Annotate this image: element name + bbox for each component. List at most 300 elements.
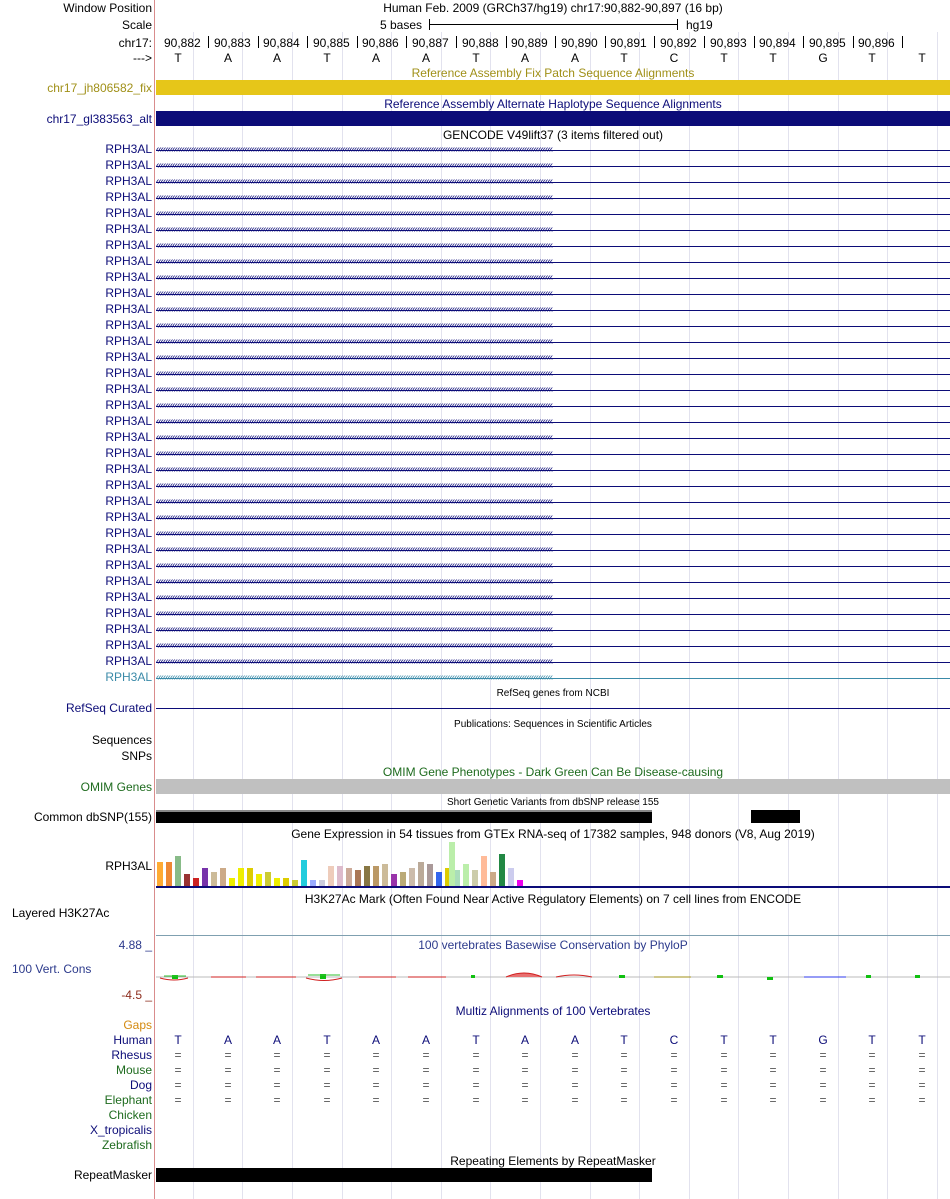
- gencode-transcript[interactable]: [156, 526, 950, 542]
- gtex-baseline: [156, 886, 950, 888]
- gencode-transcript[interactable]: [156, 654, 950, 670]
- strand-arrows: ‹‹‹‹‹‹‹‹‹‹‹‹‹‹‹‹‹‹‹‹‹‹‹‹‹‹‹‹‹‹‹‹‹‹‹‹‹‹‹‹‹‹‹‹‹‹‹‹‹‹‹‹‹‹‹‹‹‹‹‹‹‹‹‹‹‹‹‹‹‹‹‹‹‹‹‹‹‹‹‹‹‹‹‹‹‹‹‹‹‹‹‹‹‹‹‹‹‹‹‹‹‹‹‹‹‹‹‹‹‹‹‹‹‹‹‹‹‹‹‹‹‹‹‹‹‹‹‹‹‹‹‹‹‹‹‹‹‹‹‹‹‹‹‹‹‹‹‹‹‹‹‹‹‹‹‹‹‹‹‹‹‹‹‹‹‹‹‹‹‹: [156, 208, 553, 219]
- multiz-match-mark: =: [422, 1048, 430, 1062]
- gtex-tissue-bar[interactable]: [274, 878, 280, 886]
- h3k27ac-label[interactable]: Layered H3K27Ac: [12, 906, 110, 920]
- multiz-human-base: A: [570, 1033, 579, 1047]
- base-letter: A: [570, 51, 579, 65]
- gencode-transcript[interactable]: [156, 206, 950, 222]
- refseq-line[interactable]: [156, 708, 950, 709]
- gencode-transcript[interactable]: [156, 254, 950, 270]
- gencode-gene-label[interactable]: RPH3AL: [105, 494, 152, 508]
- gencode-transcript[interactable]: [156, 382, 950, 398]
- strand-arrows: ‹‹‹‹‹‹‹‹‹‹‹‹‹‹‹‹‹‹‹‹‹‹‹‹‹‹‹‹‹‹‹‹‹‹‹‹‹‹‹‹‹‹‹‹‹‹‹‹‹‹‹‹‹‹‹‹‹‹‹‹‹‹‹‹‹‹‹‹‹‹‹‹‹‹‹‹‹‹‹‹‹‹‹‹‹‹‹‹‹‹‹‹‹‹‹‹‹‹‹‹‹‹‹‹‹‹‹‹‹‹‹‹‹‹‹‹‹‹‹‹‹‹‹‹‹‹‹‹‹‹‹‹‹‹‹‹‹‹‹‹‹‹‹‹‹‹‹‹‹‹‹‹‹‹‹‹‹‹‹‹‹‹‹‹‹‹‹‹‹‹: [156, 464, 553, 475]
- multiz-species-label[interactable]: Chicken: [108, 1108, 152, 1122]
- scale-db: hg19: [686, 18, 713, 32]
- gtex-tissue-bar[interactable]: [175, 856, 181, 886]
- ruler-position: 90,896: [858, 36, 895, 50]
- gencode-gene-label[interactable]: RPH3AL: [105, 606, 152, 620]
- alt-haplo-label[interactable]: chr17_gl383563_alt: [46, 112, 152, 126]
- gencode-gene-label[interactable]: RPH3AL: [105, 174, 152, 188]
- phylop-max: 4.88 _: [118, 938, 152, 952]
- gtex-tissue-bar[interactable]: [184, 874, 190, 886]
- gtex-tissue-bar[interactable]: [238, 868, 244, 886]
- phylop-title[interactable]: 100 vertebrates Basewise Conservation by PhyloP: [418, 938, 688, 952]
- strand-arrows: ‹‹‹‹‹‹‹‹‹‹‹‹‹‹‹‹‹‹‹‹‹‹‹‹‹‹‹‹‹‹‹‹‹‹‹‹‹‹‹‹‹‹‹‹‹‹‹‹‹‹‹‹‹‹‹‹‹‹‹‹‹‹‹‹‹‹‹‹‹‹‹‹‹‹‹‹‹‹‹‹‹‹‹‹‹‹‹‹‹‹‹‹‹‹‹‹‹‹‹‹‹‹‹‹‹‹‹‹‹‹‹‹‹‹‹‹‹‹‹‹‹‹‹‹‹‹‹‹‹‹‹‹‹‹‹‹‹‹‹‹‹‹‹‹‹‹‹‹‹‹‹‹‹‹‹‹‹‹‹‹‹‹‹‹‹‹‹‹‹‹: [156, 512, 553, 523]
- repeatmasker-bar[interactable]: [156, 1168, 652, 1182]
- gencode-transcript[interactable]: [156, 622, 950, 638]
- base-letter: T: [323, 51, 331, 65]
- multiz-match-mark: =: [224, 1078, 232, 1092]
- gencode-transcript[interactable]: [156, 318, 950, 334]
- gencode-transcript[interactable]: [156, 174, 950, 190]
- base-letter: C: [669, 51, 679, 65]
- base-letter: T: [720, 51, 728, 65]
- dbsnp-variant-2[interactable]: [751, 810, 800, 823]
- gtex-tissue-bar[interactable]: [490, 872, 496, 886]
- multiz-match-mark: =: [720, 1048, 728, 1062]
- ruler-position: 90,895: [809, 36, 846, 50]
- strand-arrows: ‹‹‹‹‹‹‹‹‹‹‹‹‹‹‹‹‹‹‹‹‹‹‹‹‹‹‹‹‹‹‹‹‹‹‹‹‹‹‹‹‹‹‹‹‹‹‹‹‹‹‹‹‹‹‹‹‹‹‹‹‹‹‹‹‹‹‹‹‹‹‹‹‹‹‹‹‹‹‹‹‹‹‹‹‹‹‹‹‹‹‹‹‹‹‹‹‹‹‹‹‹‹‹‹‹‹‹‹‹‹‹‹‹‹‹‹‹‹‹‹‹‹‹‹‹‹‹‹‹‹‹‹‹‹‹‹‹‹‹‹‹‹‹‹‹‹‹‹‹‹‹‹‹‹‹‹‹‹‹‹‹‹‹‹‹‹‹‹‹‹: [156, 304, 553, 315]
- gencode-gene-label[interactable]: RPH3AL: [105, 142, 152, 156]
- ruler-tick: [307, 36, 308, 48]
- multiz-match-mark: =: [819, 1078, 827, 1092]
- ruler-tick: [406, 36, 407, 48]
- gtex-tissue-bar[interactable]: [463, 864, 469, 886]
- multiz-match-mark: =: [174, 1078, 182, 1092]
- multiz-match-mark: =: [273, 1078, 281, 1092]
- ruler-position: 90,891: [610, 36, 647, 50]
- gencode-gene-label[interactable]: RPH3AL: [105, 366, 152, 380]
- gtex-tissue-bar[interactable]: [355, 870, 361, 886]
- multiz-match-mark: =: [273, 1048, 281, 1062]
- base-letter: T: [918, 51, 926, 65]
- window-position-label: Window Position: [63, 1, 152, 15]
- multiz-human-base: A: [520, 1033, 529, 1047]
- multiz-match-mark: =: [571, 1048, 579, 1062]
- strand-arrows: ‹‹‹‹‹‹‹‹‹‹‹‹‹‹‹‹‹‹‹‹‹‹‹‹‹‹‹‹‹‹‹‹‹‹‹‹‹‹‹‹‹‹‹‹‹‹‹‹‹‹‹‹‹‹‹‹‹‹‹‹‹‹‹‹‹‹‹‹‹‹‹‹‹‹‹‹‹‹‹‹‹‹‹‹‹‹‹‹‹‹‹‹‹‹‹‹‹‹‹‹‹‹‹‹‹‹‹‹‹‹‹‹‹‹‹‹‹‹‹‹‹‹‹‹‹‹‹‹‹‹‹‹‹‹‹‹‹‹‹‹‹‹‹‹‹‹‹‹‹‹‹‹‹‹‹‹‹‹‹‹‹‹‹‹‹‹‹‹‹‹: [156, 176, 553, 187]
- multiz-human-base: T: [323, 1033, 331, 1047]
- dbsnp-variant-1[interactable]: [156, 810, 652, 823]
- omim-label[interactable]: OMIM Genes: [80, 780, 152, 794]
- base-letter: G: [818, 51, 828, 65]
- gencode-transcript[interactable]: [156, 270, 950, 286]
- gencode-transcript[interactable]: [156, 478, 950, 494]
- multiz-match-mark: =: [372, 1078, 380, 1092]
- gencode-transcript[interactable]: [156, 350, 950, 366]
- base-letter: A: [371, 51, 380, 65]
- strand-arrows: ‹‹‹‹‹‹‹‹‹‹‹‹‹‹‹‹‹‹‹‹‹‹‹‹‹‹‹‹‹‹‹‹‹‹‹‹‹‹‹‹‹‹‹‹‹‹‹‹‹‹‹‹‹‹‹‹‹‹‹‹‹‹‹‹‹‹‹‹‹‹‹‹‹‹‹‹‹‹‹‹‹‹‹‹‹‹‹‹‹‹‹‹‹‹‹‹‹‹‹‹‹‹‹‹‹‹‹‹‹‹‹‹‹‹‹‹‹‹‹‹‹‹‹‹‹‹‹‹‹‹‹‹‹‹‹‹‹‹‹‹‹‹‹‹‹‹‹‹‹‹‹‹‹‹‹‹‹‹‹‹‹‹‹‹‹‹‹‹‹‹: [156, 480, 553, 491]
- scale-text: 5 bases: [380, 18, 423, 32]
- gencode-transcript[interactable]: [156, 574, 950, 590]
- gtex-highlight-bar[interactable]: [449, 842, 455, 886]
- ruler-tick: [654, 36, 655, 48]
- multiz-match-mark: =: [174, 1063, 182, 1077]
- multiz-match-mark: =: [472, 1063, 480, 1077]
- publications-snps-label[interactable]: SNPs: [121, 749, 152, 763]
- strand-arrows: ‹‹‹‹‹‹‹‹‹‹‹‹‹‹‹‹‹‹‹‹‹‹‹‹‹‹‹‹‹‹‹‹‹‹‹‹‹‹‹‹‹‹‹‹‹‹‹‹‹‹‹‹‹‹‹‹‹‹‹‹‹‹‹‹‹‹‹‹‹‹‹‹‹‹‹‹‹‹‹‹‹‹‹‹‹‹‹‹‹‹‹‹‹‹‹‹‹‹‹‹‹‹‹‹‹‹‹‹‹‹‹‹‹‹‹‹‹‹‹‹‹‹‹‹‹‹‹‹‹‹‹‹‹‹‹‹‹‹‹‹‹‹‹‹‹‹‹‹‹‹‹‹‹‹‹‹‹‹‹‹‹‹‹‹‹‹‹‹‹‹: [156, 336, 553, 347]
- phylop-min: -4.5 _: [121, 988, 152, 1002]
- publications-sequences-label[interactable]: Sequences: [91, 733, 152, 747]
- omim-title[interactable]: OMIM Gene Phenotypes - Dark Green Can Be Disease-causing: [382, 765, 724, 779]
- dbsnp-label[interactable]: Common dbSNP(155): [33, 810, 152, 824]
- base-letter: T: [174, 51, 182, 65]
- strand-arrows: ‹‹‹‹‹‹‹‹‹‹‹‹‹‹‹‹‹‹‹‹‹‹‹‹‹‹‹‹‹‹‹‹‹‹‹‹‹‹‹‹‹‹‹‹‹‹‹‹‹‹‹‹‹‹‹‹‹‹‹‹‹‹‹‹‹‹‹‹‹‹‹‹‹‹‹‹‹‹‹‹‹‹‹‹‹‹‹‹‹‹‹‹‹‹‹‹‹‹‹‹‹‹‹‹‹‹‹‹‹‹‹‹‹‹‹‹‹‹‹‹‹‹‹‹‹‹‹‹‹‹‹‹‹‹‹‹‹‹‹‹‹‹‹‹‹‹‹‹‹‹‹‹‹‹‹‹‹‹‹‹‹‹‹‹‹‹‹‹‹‹: [156, 400, 553, 411]
- strand-arrows: ‹‹‹‹‹‹‹‹‹‹‹‹‹‹‹‹‹‹‹‹‹‹‹‹‹‹‹‹‹‹‹‹‹‹‹‹‹‹‹‹‹‹‹‹‹‹‹‹‹‹‹‹‹‹‹‹‹‹‹‹‹‹‹‹‹‹‹‹‹‹‹‹‹‹‹‹‹‹‹‹‹‹‹‹‹‹‹‹‹‹‹‹‹‹‹‹‹‹‹‹‹‹‹‹‹‹‹‹‹‹‹‹‹‹‹‹‹‹‹‹‹‹‹‹‹‹‹‹‹‹‹‹‹‹‹‹‹‹‹‹‹‹‹‹‹‹‹‹‹‹‹‹‹‹‹‹‹‹‹‹‹‹‹‹‹‹‹‹‹‹: [156, 560, 553, 571]
- gencode-gene-label[interactable]: RPH3AL: [105, 622, 152, 636]
- fix-patch-label[interactable]: chr17_jh806582_fix: [47, 81, 152, 95]
- gencode-gene-label[interactable]: RPH3AL: [105, 270, 152, 284]
- gencode-gene-label[interactable]: RPH3AL: [105, 510, 152, 524]
- scale-label: Scale: [121, 18, 152, 32]
- gencode-gene-label[interactable]: RPH3AL: [105, 334, 152, 348]
- multiz-match-mark: =: [571, 1093, 579, 1107]
- gencode-gene-label[interactable]: RPH3AL: [105, 574, 152, 588]
- multiz-match-mark: =: [323, 1078, 331, 1092]
- gencode-gene-label[interactable]: RPH3AL: [105, 590, 152, 604]
- gtex-tissue-bar[interactable]: [409, 868, 415, 886]
- strand-arrows: ‹‹‹‹‹‹‹‹‹‹‹‹‹‹‹‹‹‹‹‹‹‹‹‹‹‹‹‹‹‹‹‹‹‹‹‹‹‹‹‹‹‹‹‹‹‹‹‹‹‹‹‹‹‹‹‹‹‹‹‹‹‹‹‹‹‹‹‹‹‹‹‹‹‹‹‹‹‹‹‹‹‹‹‹‹‹‹‹‹‹‹‹‹‹‹‹‹‹‹‹‹‹‹‹‹‹‹‹‹‹‹‹‹‹‹‹‹‹‹‹‹‹‹‹‹‹‹‹‹‹‹‹‹‹‹‹‹‹‹‹‹‹‹‹‹‹‹‹‹‹‹‹‹‹‹‹‹‹‹‹‹‹‹‹‹‹‹‹‹‹: [156, 416, 553, 427]
- multiz-match-mark: =: [224, 1093, 232, 1107]
- gtex-tissue-bar[interactable]: [247, 868, 253, 886]
- gtex-tissue-bar[interactable]: [265, 872, 271, 886]
- multiz-match-mark: =: [819, 1048, 827, 1062]
- gencode-transcript[interactable]: [156, 494, 950, 510]
- multiz-species-label[interactable]: Dog: [129, 1078, 152, 1092]
- multiz-match-mark: =: [521, 1063, 529, 1077]
- strand-arrows: ‹‹‹‹‹‹‹‹‹‹‹‹‹‹‹‹‹‹‹‹‹‹‹‹‹‹‹‹‹‹‹‹‹‹‹‹‹‹‹‹‹‹‹‹‹‹‹‹‹‹‹‹‹‹‹‹‹‹‹‹‹‹‹‹‹‹‹‹‹‹‹‹‹‹‹‹‹‹‹‹‹‹‹‹‹‹‹‹‹‹‹‹‹‹‹‹‹‹‹‹‹‹‹‹‹‹‹‹‹‹‹‹‹‹‹‹‹‹‹‹‹‹‹‹‹‹‹‹‹‹‹‹‹‹‹‹‹‹‹‹‹‹‹‹‹‹‹‹‹‹‹‹‹‹‹‹‹‹‹‹‹‹‹‹‹‹‹‹‹‹: [156, 544, 553, 555]
- gtex-tissue-bar[interactable]: [157, 862, 163, 886]
- gencode-transcript[interactable]: [156, 670, 950, 686]
- strand-arrows: ‹‹‹‹‹‹‹‹‹‹‹‹‹‹‹‹‹‹‹‹‹‹‹‹‹‹‹‹‹‹‹‹‹‹‹‹‹‹‹‹‹‹‹‹‹‹‹‹‹‹‹‹‹‹‹‹‹‹‹‹‹‹‹‹‹‹‹‹‹‹‹‹‹‹‹‹‹‹‹‹‹‹‹‹‹‹‹‹‹‹‹‹‹‹‹‹‹‹‹‹‹‹‹‹‹‹‹‹‹‹‹‹‹‹‹‹‹‹‹‹‹‹‹‹‹‹‹‹‹‹‹‹‹‹‹‹‹‹‹‹‹‹‹‹‹‹‹‹‹‹‹‹‹‹‹‹‹‹‹‹‹‹‹‹‹‹‹‹‹‹: [156, 432, 553, 443]
- ruler-position: 90,885: [313, 36, 350, 50]
- ruler-position: 90,883: [214, 36, 251, 50]
- gencode-transcript[interactable]: [156, 334, 950, 350]
- gencode-transcript[interactable]: [156, 238, 950, 254]
- multiz-match-mark: =: [769, 1063, 777, 1077]
- strand-arrow-label[interactable]: --->: [133, 51, 152, 65]
- gencode-gene-label[interactable]: RPH3AL: [105, 382, 152, 396]
- gencode-gene-label[interactable]: RPH3AL: [105, 222, 152, 236]
- multiz-match-mark: =: [422, 1063, 430, 1077]
- strand-arrows: ‹‹‹‹‹‹‹‹‹‹‹‹‹‹‹‹‹‹‹‹‹‹‹‹‹‹‹‹‹‹‹‹‹‹‹‹‹‹‹‹‹‹‹‹‹‹‹‹‹‹‹‹‹‹‹‹‹‹‹‹‹‹‹‹‹‹‹‹‹‹‹‹‹‹‹‹‹‹‹‹‹‹‹‹‹‹‹‹‹‹‹‹‹‹‹‹‹‹‹‹‹‹‹‹‹‹‹‹‹‹‹‹‹‹‹‹‹‹‹‹‹‹‹‹‹‹‹‹‹‹‹‹‹‹‹‹‹‹‹‹‹‹‹‹‹‹‹‹‹‹‹‹‹‹‹‹‹‹‹‹‹‹‹‹‹‹‹‹‹‹: [156, 192, 553, 203]
- ruler-position: 90,892: [660, 36, 697, 50]
- repeatmasker-label[interactable]: RepeatMasker: [73, 1168, 152, 1182]
- strand-arrows: ‹‹‹‹‹‹‹‹‹‹‹‹‹‹‹‹‹‹‹‹‹‹‹‹‹‹‹‹‹‹‹‹‹‹‹‹‹‹‹‹‹‹‹‹‹‹‹‹‹‹‹‹‹‹‹‹‹‹‹‹‹‹‹‹‹‹‹‹‹‹‹‹‹‹‹‹‹‹‹‹‹‹‹‹‹‹‹‹‹‹‹‹‹‹‹‹‹‹‹‹‹‹‹‹‹‹‹‹‹‹‹‹‹‹‹‹‹‹‹‹‹‹‹‹‹‹‹‹‹‹‹‹‹‹‹‹‹‹‹‹‹‹‹‹‹‹‹‹‹‹‹‹‹‹‹‹‹‹‹‹‹‹‹‹‹‹‹‹‹‹: [156, 256, 553, 267]
- multiz-match-mark: =: [620, 1063, 628, 1077]
- multiz-match-mark: =: [918, 1078, 926, 1092]
- ruler-tick: [456, 36, 457, 48]
- gtex-tissue-bar[interactable]: [328, 866, 334, 886]
- strand-arrows: ‹‹‹‹‹‹‹‹‹‹‹‹‹‹‹‹‹‹‹‹‹‹‹‹‹‹‹‹‹‹‹‹‹‹‹‹‹‹‹‹‹‹‹‹‹‹‹‹‹‹‹‹‹‹‹‹‹‹‹‹‹‹‹‹‹‹‹‹‹‹‹‹‹‹‹‹‹‹‹‹‹‹‹‹‹‹‹‹‹‹‹‹‹‹‹‹‹‹‹‹‹‹‹‹‹‹‹‹‹‹‹‹‹‹‹‹‹‹‹‹‹‹‹‹‹‹‹‹‹‹‹‹‹‹‹‹‹‹‹‹‹‹‹‹‹‹‹‹‹‹‹‹‹‹‹‹‹‹‹‹‹‹‹‹‹‹‹‹‹‹: [156, 528, 553, 539]
- gtex-tissue-bar[interactable]: [418, 862, 424, 886]
- multiz-human-base: T: [868, 1033, 876, 1047]
- ruler-tick: [258, 36, 259, 48]
- gencode-gene-label[interactable]: RPH3AL: [105, 542, 152, 556]
- multiz-match-mark: =: [620, 1048, 628, 1062]
- gtex-tissue-bar[interactable]: [229, 878, 235, 886]
- multiz-species-label[interactable]: Zebrafish: [101, 1138, 152, 1152]
- gencode-gene-label[interactable]: RPH3AL: [105, 478, 152, 492]
- gencode-transcript[interactable]: [156, 222, 950, 238]
- multiz-match-mark: =: [918, 1093, 926, 1107]
- base-letter: A: [272, 51, 281, 65]
- base-letter: T: [868, 51, 876, 65]
- gtex-tissue-bar[interactable]: [508, 868, 514, 886]
- multiz-human-base: T: [918, 1033, 926, 1047]
- gtex-tissue-bar[interactable]: [499, 854, 505, 886]
- strand-arrows: ‹‹‹‹‹‹‹‹‹‹‹‹‹‹‹‹‹‹‹‹‹‹‹‹‹‹‹‹‹‹‹‹‹‹‹‹‹‹‹‹‹‹‹‹‹‹‹‹‹‹‹‹‹‹‹‹‹‹‹‹‹‹‹‹‹‹‹‹‹‹‹‹‹‹‹‹‹‹‹‹‹‹‹‹‹‹‹‹‹‹‹‹‹‹‹‹‹‹‹‹‹‹‹‹‹‹‹‹‹‹‹‹‹‹‹‹‹‹‹‹‹‹‹‹‹‹‹‹‹‹‹‹‹‹‹‹‹‹‹‹‹‹‹‹‹‹‹‹‹‹‹‹‹‹‹‹‹‹‹‹‹‹‹‹‹‹‹‹‹‹: [156, 144, 553, 155]
- multiz-species-label[interactable]: X_tropicalis: [89, 1123, 152, 1137]
- strand-arrows: ‹‹‹‹‹‹‹‹‹‹‹‹‹‹‹‹‹‹‹‹‹‹‹‹‹‹‹‹‹‹‹‹‹‹‹‹‹‹‹‹‹‹‹‹‹‹‹‹‹‹‹‹‹‹‹‹‹‹‹‹‹‹‹‹‹‹‹‹‹‹‹‹‹‹‹‹‹‹‹‹‹‹‹‹‹‹‹‹‹‹‹‹‹‹‹‹‹‹‹‹‹‹‹‹‹‹‹‹‹‹‹‹‹‹‹‹‹‹‹‹‹‹‹‹‹‹‹‹‹‹‹‹‹‹‹‹‹‹‹‹‹‹‹‹‹‹‹‹‹‹‹‹‹‹‹‹‹‹‹‹‹‹‹‹‹‹‹‹‹‹: [156, 496, 553, 507]
- multiz-gaps-label[interactable]: Gaps: [123, 1018, 152, 1032]
- ruler-position: 90,882: [164, 36, 201, 50]
- gencode-transcript[interactable]: [156, 510, 950, 526]
- ruler-tick: [704, 36, 705, 48]
- multiz-human-base: T: [720, 1033, 728, 1047]
- window-position-value[interactable]: Human Feb. 2009 (GRCh37/hg19) chr17:90,882-90,897 (16 bp): [383, 1, 723, 15]
- multiz-human-base: T: [174, 1033, 182, 1047]
- gencode-gene-label[interactable]: RPH3AL: [105, 398, 152, 412]
- strand-arrows: ‹‹‹‹‹‹‹‹‹‹‹‹‹‹‹‹‹‹‹‹‹‹‹‹‹‹‹‹‹‹‹‹‹‹‹‹‹‹‹‹‹‹‹‹‹‹‹‹‹‹‹‹‹‹‹‹‹‹‹‹‹‹‹‹‹‹‹‹‹‹‹‹‹‹‹‹‹‹‹‹‹‹‹‹‹‹‹‹‹‹‹‹‹‹‹‹‹‹‹‹‹‹‹‹‹‹‹‹‹‹‹‹‹‹‹‹‹‹‹‹‹‹‹‹‹‹‹‹‹‹‹‹‹‹‹‹‹‹‹‹‹‹‹‹‹‹‹‹‹‹‹‹‹‹‹‹‹‹‹‹‹‹‹‹‹‹‹‹‹‹: [156, 320, 553, 331]
- scale-bar-left-cap: [429, 19, 430, 30]
- gencode-gene-label[interactable]: RPH3AL: [105, 462, 152, 476]
- multiz-human-base: A: [371, 1033, 380, 1047]
- gencode-gene-label[interactable]: RPH3AL: [105, 670, 152, 684]
- dbsnp-title[interactable]: Short Genetic Variants from dbSNP release 155: [447, 797, 659, 808]
- gencode-transcript[interactable]: [156, 302, 950, 318]
- base-letter: A: [223, 51, 232, 65]
- multiz-match-mark: =: [224, 1048, 232, 1062]
- strand-arrows: ‹‹‹‹‹‹‹‹‹‹‹‹‹‹‹‹‹‹‹‹‹‹‹‹‹‹‹‹‹‹‹‹‹‹‹‹‹‹‹‹‹‹‹‹‹‹‹‹‹‹‹‹‹‹‹‹‹‹‹‹‹‹‹‹‹‹‹‹‹‹‹‹‹‹‹‹‹‹‹‹‹‹‹‹‹‹‹‹‹‹‹‹‹‹‹‹‹‹‹‹‹‹‹‹‹‹‹‹‹‹‹‹‹‹‹‹‹‹‹‹‹‹‹‹‹‹‹‹‹‹‹‹‹‹‹‹‹‹‹‹‹‹‹‹‹‹‹‹‹‹‹‹‹‹‹‹‹‹‹‹‹‹‹‹‹‹‹‹‹‹: [156, 672, 553, 683]
- ruler-tick: [605, 36, 606, 48]
- gtex-title[interactable]: Gene Expression in 54 tissues from GTEx RNA-seq of 17382 samples, 948 donors (V8, Aug 2019): [291, 827, 815, 841]
- gtex-tissue-bar[interactable]: [436, 872, 442, 886]
- refseq-label[interactable]: RefSeq Curated: [65, 701, 152, 715]
- multiz-match-mark: =: [720, 1093, 728, 1107]
- multiz-match-mark: =: [819, 1093, 827, 1107]
- gencode-transcript[interactable]: [156, 446, 950, 462]
- gencode-gene-label[interactable]: RPH3AL: [105, 302, 152, 316]
- phylop-marks: [160, 973, 920, 981]
- gtex-tissue-bar[interactable]: [211, 872, 217, 886]
- multiz-match-mark: =: [620, 1093, 628, 1107]
- repeatmasker-title[interactable]: Repeating Elements by RepeatMasker: [450, 1154, 656, 1168]
- gencode-transcript[interactable]: [156, 414, 950, 430]
- multiz-match-mark: =: [273, 1063, 281, 1077]
- gencode-gene-label[interactable]: RPH3AL: [105, 526, 152, 540]
- gtex-tissue-bar[interactable]: [283, 878, 289, 886]
- ruler-tick: [555, 36, 556, 48]
- gencode-transcript[interactable]: [156, 606, 950, 622]
- phylop-label[interactable]: 100 Vert. Cons: [12, 962, 92, 976]
- ruler-tick: [208, 36, 209, 48]
- gtex-tissue-bar[interactable]: [193, 878, 199, 886]
- ruler-position: 90,888: [462, 36, 499, 50]
- multiz-match-mark: =: [273, 1093, 281, 1107]
- scale-bar: [429, 24, 677, 25]
- gtex-tissue-bar[interactable]: [166, 862, 172, 886]
- multiz-match-mark: =: [472, 1048, 480, 1062]
- ruler-position: 90,887: [412, 36, 449, 50]
- gtex-tissue-bar[interactable]: [382, 864, 388, 886]
- gtex-tissue-bar[interactable]: [391, 874, 397, 886]
- multiz-match-mark: =: [670, 1093, 678, 1107]
- multiz-species-label[interactable]: Rhesus: [111, 1048, 152, 1062]
- strand-arrows: ‹‹‹‹‹‹‹‹‹‹‹‹‹‹‹‹‹‹‹‹‹‹‹‹‹‹‹‹‹‹‹‹‹‹‹‹‹‹‹‹‹‹‹‹‹‹‹‹‹‹‹‹‹‹‹‹‹‹‹‹‹‹‹‹‹‹‹‹‹‹‹‹‹‹‹‹‹‹‹‹‹‹‹‹‹‹‹‹‹‹‹‹‹‹‹‹‹‹‹‹‹‹‹‹‹‹‹‹‹‹‹‹‹‹‹‹‹‹‹‹‹‹‹‹‹‹‹‹‹‹‹‹‹‹‹‹‹‹‹‹‹‹‹‹‹‹‹‹‹‹‹‹‹‹‹‹‹‹‹‹‹‹‹‹‹‹‹‹‹‹: [156, 224, 553, 235]
- multiz-human-base: A: [272, 1033, 281, 1047]
- gencode-transcript[interactable]: [156, 142, 950, 158]
- strand-arrows: ‹‹‹‹‹‹‹‹‹‹‹‹‹‹‹‹‹‹‹‹‹‹‹‹‹‹‹‹‹‹‹‹‹‹‹‹‹‹‹‹‹‹‹‹‹‹‹‹‹‹‹‹‹‹‹‹‹‹‹‹‹‹‹‹‹‹‹‹‹‹‹‹‹‹‹‹‹‹‹‹‹‹‹‹‹‹‹‹‹‹‹‹‹‹‹‹‹‹‹‹‹‹‹‹‹‹‹‹‹‹‹‹‹‹‹‹‹‹‹‹‹‹‹‹‹‹‹‹‹‹‹‹‹‹‹‹‹‹‹‹‹‹‹‹‹‹‹‹‹‹‹‹‹‹‹‹‹‹‹‹‹‹‹‹‹‹‹‹‹‹: [156, 160, 553, 171]
- multiz-match-mark: =: [472, 1093, 480, 1107]
- multiz-match-mark: =: [372, 1093, 380, 1107]
- multiz-match-mark: =: [323, 1063, 331, 1077]
- base-letter: A: [520, 51, 529, 65]
- ruler-position: 90,889: [511, 36, 548, 50]
- gencode-gene-label[interactable]: RPH3AL: [105, 414, 152, 428]
- multiz-match-mark: =: [620, 1078, 628, 1092]
- gencode-transcript[interactable]: [156, 366, 950, 382]
- gencode-transcript[interactable]: [156, 462, 950, 478]
- phylop-graph[interactable]: [156, 966, 950, 990]
- multiz-match-mark: =: [868, 1093, 876, 1107]
- multiz-human-base: A: [223, 1033, 232, 1047]
- scale-bar-right-cap: [677, 19, 678, 30]
- multiz-match-mark: =: [521, 1078, 529, 1092]
- multiz-human-base: A: [421, 1033, 430, 1047]
- multiz-match-mark: =: [571, 1063, 579, 1077]
- gtex-tissue-bar[interactable]: [256, 874, 262, 886]
- gtex-tissue-bar[interactable]: [364, 866, 370, 886]
- gencode-gene-label[interactable]: RPH3AL: [105, 350, 152, 364]
- gencode-gene-label[interactable]: RPH3AL: [105, 638, 152, 652]
- multiz-match-mark: =: [422, 1093, 430, 1107]
- strand-arrows: ‹‹‹‹‹‹‹‹‹‹‹‹‹‹‹‹‹‹‹‹‹‹‹‹‹‹‹‹‹‹‹‹‹‹‹‹‹‹‹‹‹‹‹‹‹‹‹‹‹‹‹‹‹‹‹‹‹‹‹‹‹‹‹‹‹‹‹‹‹‹‹‹‹‹‹‹‹‹‹‹‹‹‹‹‹‹‹‹‹‹‹‹‹‹‹‹‹‹‹‹‹‹‹‹‹‹‹‹‹‹‹‹‹‹‹‹‹‹‹‹‹‹‹‹‹‹‹‹‹‹‹‹‹‹‹‹‹‹‹‹‹‹‹‹‹‹‹‹‹‹‹‹‹‹‹‹‹‹‹‹‹‹‹‹‹‹‹‹‹‹: [156, 656, 553, 667]
- strand-arrows: ‹‹‹‹‹‹‹‹‹‹‹‹‹‹‹‹‹‹‹‹‹‹‹‹‹‹‹‹‹‹‹‹‹‹‹‹‹‹‹‹‹‹‹‹‹‹‹‹‹‹‹‹‹‹‹‹‹‹‹‹‹‹‹‹‹‹‹‹‹‹‹‹‹‹‹‹‹‹‹‹‹‹‹‹‹‹‹‹‹‹‹‹‹‹‹‹‹‹‹‹‹‹‹‹‹‹‹‹‹‹‹‹‹‹‹‹‹‹‹‹‹‹‹‹‹‹‹‹‹‹‹‹‹‹‹‹‹‹‹‹‹‹‹‹‹‹‹‹‹‹‹‹‹‹‹‹‹‹‹‹‹‹‹‹‹‹‹‹‹‹: [156, 272, 553, 283]
- ruler-position: 90,893: [710, 36, 747, 50]
- multiz-species-label[interactable]: Mouse: [115, 1063, 152, 1077]
- gencode-transcript[interactable]: [156, 286, 950, 302]
- fix-patch-bar[interactable]: [156, 80, 950, 95]
- gtex-tissue-bar[interactable]: [301, 860, 307, 886]
- gencode-gene-label[interactable]: RPH3AL: [105, 206, 152, 220]
- multiz-species-label[interactable]: Human: [113, 1033, 152, 1047]
- gencode-transcript[interactable]: [156, 158, 950, 174]
- gtex-tissue-bar[interactable]: [400, 872, 406, 886]
- gencode-gene-label[interactable]: RPH3AL: [105, 286, 152, 300]
- ruler-position: 90,884: [263, 36, 300, 50]
- strand-arrows: ‹‹‹‹‹‹‹‹‹‹‹‹‹‹‹‹‹‹‹‹‹‹‹‹‹‹‹‹‹‹‹‹‹‹‹‹‹‹‹‹‹‹‹‹‹‹‹‹‹‹‹‹‹‹‹‹‹‹‹‹‹‹‹‹‹‹‹‹‹‹‹‹‹‹‹‹‹‹‹‹‹‹‹‹‹‹‹‹‹‹‹‹‹‹‹‹‹‹‹‹‹‹‹‹‹‹‹‹‹‹‹‹‹‹‹‹‹‹‹‹‹‹‹‹‹‹‹‹‹‹‹‹‹‹‹‹‹‹‹‹‹‹‹‹‹‹‹‹‹‹‹‹‹‹‹‹‹‹‹‹‹‹‹‹‹‹‹‹‹‹: [156, 240, 553, 251]
- gencode-gene-label[interactable]: RPH3AL: [105, 654, 152, 668]
- gencode-transcript[interactable]: [156, 638, 950, 654]
- h3k27ac-title[interactable]: H3K27Ac Mark (Often Found Near Active Regulatory Elements) on 7 cell lines from ENCODE: [304, 892, 802, 906]
- multiz-match-mark: =: [372, 1063, 380, 1077]
- gencode-gene-label[interactable]: RPH3AL: [105, 238, 152, 252]
- gtex-tissue-bar[interactable]: [481, 856, 487, 886]
- multiz-match-mark: =: [769, 1048, 777, 1062]
- gencode-transcript[interactable]: [156, 558, 950, 574]
- multiz-human-base: T: [472, 1033, 480, 1047]
- multiz-match-mark: =: [720, 1063, 728, 1077]
- gtex-tissue-bar[interactable]: [427, 864, 433, 886]
- gtex-tissue-bar[interactable]: [202, 868, 208, 886]
- publications-title[interactable]: Publications: Sequences in Scientific Articles: [454, 719, 652, 730]
- multiz-match-mark: =: [372, 1048, 380, 1062]
- base-letter: T: [769, 51, 777, 65]
- gtex-tissue-bar[interactable]: [337, 866, 343, 886]
- gencode-gene-label[interactable]: RPH3AL: [105, 558, 152, 572]
- gencode-transcript[interactable]: [156, 590, 950, 606]
- multiz-match-mark: =: [323, 1093, 331, 1107]
- gencode-transcript[interactable]: [156, 542, 950, 558]
- strand-arrows: ‹‹‹‹‹‹‹‹‹‹‹‹‹‹‹‹‹‹‹‹‹‹‹‹‹‹‹‹‹‹‹‹‹‹‹‹‹‹‹‹‹‹‹‹‹‹‹‹‹‹‹‹‹‹‹‹‹‹‹‹‹‹‹‹‹‹‹‹‹‹‹‹‹‹‹‹‹‹‹‹‹‹‹‹‹‹‹‹‹‹‹‹‹‹‹‹‹‹‹‹‹‹‹‹‹‹‹‹‹‹‹‹‹‹‹‹‹‹‹‹‹‹‹‹‹‹‹‹‹‹‹‹‹‹‹‹‹‹‹‹‹‹‹‹‹‹‹‹‹‹‹‹‹‹‹‹‹‹‹‹‹‹‹‹‹‹‹‹‹‹: [156, 592, 553, 603]
- multiz-species-label[interactable]: Elephant: [104, 1093, 152, 1107]
- gencode-gene-label[interactable]: RPH3AL: [105, 158, 152, 172]
- ruler-tick: [803, 36, 804, 48]
- multiz-human-base: G: [818, 1033, 828, 1047]
- alt-haplo-bar[interactable]: [156, 111, 950, 126]
- gencode-title[interactable]: GENCODE V49lift37 (3 items filtered out): [442, 128, 664, 142]
- gtex-tissue-bar[interactable]: [472, 870, 478, 886]
- alt-haplo-title[interactable]: Reference Assembly Alternate Haplotype Sequence Alignments: [384, 97, 722, 111]
- multiz-match-mark: =: [174, 1048, 182, 1062]
- gencode-gene-label[interactable]: RPH3AL: [105, 446, 152, 460]
- multiz-human-base: C: [669, 1033, 679, 1047]
- ruler-tick: [754, 36, 755, 48]
- strand-arrows: ‹‹‹‹‹‹‹‹‹‹‹‹‹‹‹‹‹‹‹‹‹‹‹‹‹‹‹‹‹‹‹‹‹‹‹‹‹‹‹‹‹‹‹‹‹‹‹‹‹‹‹‹‹‹‹‹‹‹‹‹‹‹‹‹‹‹‹‹‹‹‹‹‹‹‹‹‹‹‹‹‹‹‹‹‹‹‹‹‹‹‹‹‹‹‹‹‹‹‹‹‹‹‹‹‹‹‹‹‹‹‹‹‹‹‹‹‹‹‹‹‹‹‹‹‹‹‹‹‹‹‹‹‹‹‹‹‹‹‹‹‹‹‹‹‹‹‹‹‹‹‹‹‹‹‹‹‹‹‹‹‹‹‹‹‹‹‹‹‹‹: [156, 624, 553, 635]
- multiz-match-mark: =: [670, 1078, 678, 1092]
- multiz-match-mark: =: [769, 1093, 777, 1107]
- multiz-match-mark: =: [521, 1093, 529, 1107]
- gencode-gene-label[interactable]: RPH3AL: [105, 318, 152, 332]
- gencode-gene-label[interactable]: RPH3AL: [105, 190, 152, 204]
- multiz-match-mark: =: [571, 1078, 579, 1092]
- multiz-match-mark: =: [868, 1078, 876, 1092]
- multiz-match-mark: =: [422, 1078, 430, 1092]
- multiz-match-mark: =: [720, 1078, 728, 1092]
- ruler-tick: [853, 36, 854, 48]
- fix-patch-title[interactable]: Reference Assembly Fix Patch Sequence Alignments: [411, 66, 695, 80]
- base-letter: A: [421, 51, 430, 65]
- multiz-match-mark: =: [521, 1048, 529, 1062]
- strand-arrows: ‹‹‹‹‹‹‹‹‹‹‹‹‹‹‹‹‹‹‹‹‹‹‹‹‹‹‹‹‹‹‹‹‹‹‹‹‹‹‹‹‹‹‹‹‹‹‹‹‹‹‹‹‹‹‹‹‹‹‹‹‹‹‹‹‹‹‹‹‹‹‹‹‹‹‹‹‹‹‹‹‹‹‹‹‹‹‹‹‹‹‹‹‹‹‹‹‹‹‹‹‹‹‹‹‹‹‹‹‹‹‹‹‹‹‹‹‹‹‹‹‹‹‹‹‹‹‹‹‹‹‹‹‹‹‹‹‹‹‹‹‹‹‹‹‹‹‹‹‹‹‹‹‹‹‹‹‹‹‹‹‹‹‹‹‹‹‹‹‹‹: [156, 384, 553, 395]
- gencode-transcript[interactable]: [156, 398, 950, 414]
- base-letter: T: [620, 51, 628, 65]
- refseq-title[interactable]: RefSeq genes from NCBI: [496, 688, 610, 699]
- strand-arrows: ‹‹‹‹‹‹‹‹‹‹‹‹‹‹‹‹‹‹‹‹‹‹‹‹‹‹‹‹‹‹‹‹‹‹‹‹‹‹‹‹‹‹‹‹‹‹‹‹‹‹‹‹‹‹‹‹‹‹‹‹‹‹‹‹‹‹‹‹‹‹‹‹‹‹‹‹‹‹‹‹‹‹‹‹‹‹‹‹‹‹‹‹‹‹‹‹‹‹‹‹‹‹‹‹‹‹‹‹‹‹‹‹‹‹‹‹‹‹‹‹‹‹‹‹‹‹‹‹‹‹‹‹‹‹‹‹‹‹‹‹‹‹‹‹‹‹‹‹‹‹‹‹‹‹‹‹‹‹‹‹‹‹‹‹‹‹‹‹‹‹: [156, 288, 553, 299]
- strand-arrows: ‹‹‹‹‹‹‹‹‹‹‹‹‹‹‹‹‹‹‹‹‹‹‹‹‹‹‹‹‹‹‹‹‹‹‹‹‹‹‹‹‹‹‹‹‹‹‹‹‹‹‹‹‹‹‹‹‹‹‹‹‹‹‹‹‹‹‹‹‹‹‹‹‹‹‹‹‹‹‹‹‹‹‹‹‹‹‹‹‹‹‹‹‹‹‹‹‹‹‹‹‹‹‹‹‹‹‹‹‹‹‹‹‹‹‹‹‹‹‹‹‹‹‹‹‹‹‹‹‹‹‹‹‹‹‹‹‹‹‹‹‹‹‹‹‹‹‹‹‹‹‹‹‹‹‹‹‹‹‹‹‹‹‹‹‹‹‹‹‹‹: [156, 368, 553, 379]
- multiz-human-base: T: [769, 1033, 777, 1047]
- ruler-position: 90,890: [561, 36, 598, 50]
- gencode-gene-label[interactable]: RPH3AL: [105, 254, 152, 268]
- multiz-title[interactable]: Multiz Alignments of 100 Vertebrates: [455, 1004, 651, 1018]
- gencode-transcript[interactable]: [156, 190, 950, 206]
- gtex-tissue-bar[interactable]: [220, 868, 226, 886]
- gencode-transcript[interactable]: [156, 430, 950, 446]
- ruler-tick: [357, 36, 358, 48]
- gtex-tissue-bar[interactable]: [346, 868, 352, 886]
- multiz-match-mark: =: [174, 1093, 182, 1107]
- gtex-tissue-bar[interactable]: [373, 866, 379, 886]
- gtex-label[interactable]: RPH3AL: [105, 859, 152, 873]
- multiz-match-mark: =: [323, 1048, 331, 1062]
- base-letter: T: [472, 51, 480, 65]
- ruler-tick: [506, 36, 507, 48]
- multiz-match-mark: =: [224, 1063, 232, 1077]
- gencode-gene-label[interactable]: RPH3AL: [105, 430, 152, 444]
- strand-arrows: ‹‹‹‹‹‹‹‹‹‹‹‹‹‹‹‹‹‹‹‹‹‹‹‹‹‹‹‹‹‹‹‹‹‹‹‹‹‹‹‹‹‹‹‹‹‹‹‹‹‹‹‹‹‹‹‹‹‹‹‹‹‹‹‹‹‹‹‹‹‹‹‹‹‹‹‹‹‹‹‹‹‹‹‹‹‹‹‹‹‹‹‹‹‹‹‹‹‹‹‹‹‹‹‹‹‹‹‹‹‹‹‹‹‹‹‹‹‹‹‹‹‹‹‹‹‹‹‹‹‹‹‹‹‹‹‹‹‹‹‹‹‹‹‹‹‹‹‹‹‹‹‹‹‹‹‹‹‹‹‹‹‹‹‹‹‹‹‹‹‹: [156, 608, 553, 619]
- omim-bar[interactable]: [156, 779, 950, 794]
